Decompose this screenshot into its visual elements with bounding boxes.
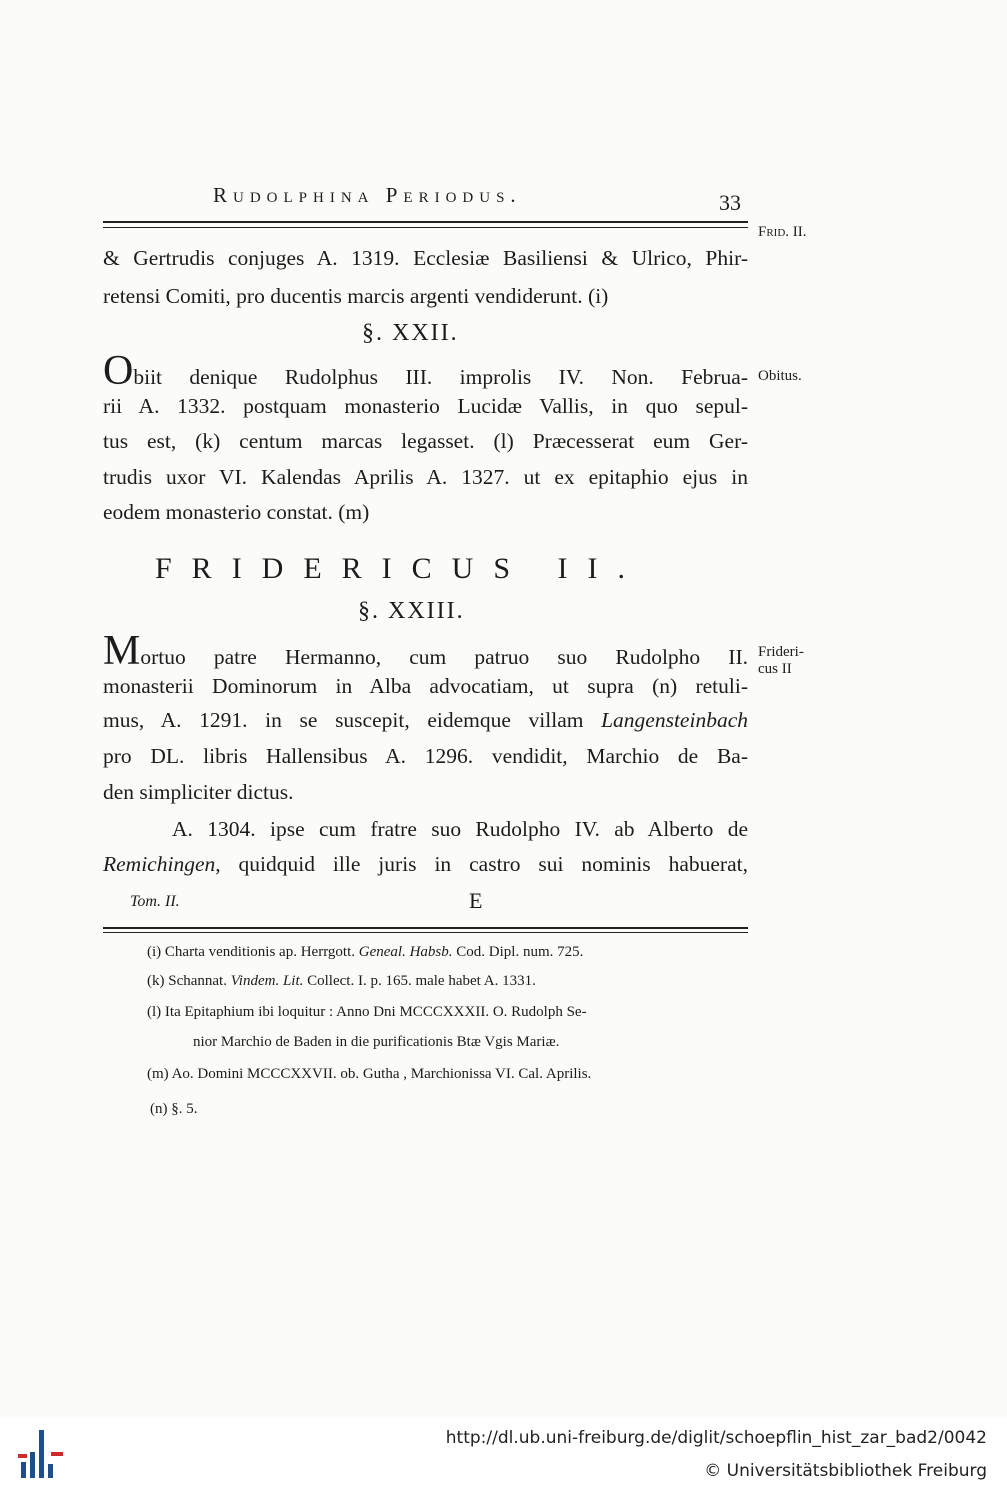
text-line: den simpliciter dictus. <box>103 780 294 804</box>
chapter-title: FRIDERICUS II. <box>155 552 646 585</box>
section-heading-22: §. XXII. <box>362 320 459 346</box>
drop-cap: M <box>103 628 141 674</box>
text-line: monasterii Dominorum in Alba advocatiam, ut supra (n) retuli- <box>103 674 748 698</box>
footer-bar <box>0 1418 1007 1489</box>
text-line: rii A. 1332. postquam monasterio Lucidæ Vallis, in quo sepul- <box>103 394 748 418</box>
margin-note-obitus: Obitus. <box>758 368 802 384</box>
text-line: Remichingen, quidquid ille juris in castro sui nominis habuerat, <box>103 852 748 876</box>
margin-note-frid: Frid. II. <box>758 224 807 240</box>
footnote-rule <box>103 927 748 929</box>
footnote-m: (m) Ao. Domini MCCCXXVII. ob. Gutha , Marchionissa VI. Cal. Aprilis. <box>147 1066 592 1082</box>
text-line: mus, A. 1291. in se suscepit, eidemque villam Langensteinbach <box>103 708 748 732</box>
text-line: eodem monasterio constat. (m) <box>103 500 370 524</box>
copyright-notice: © Universitätsbibliothek Freiburg <box>704 1461 987 1481</box>
ub-freiburg-logo <box>18 1430 68 1478</box>
text-line: & Gertrudis conjuges A. 1319. Ecclesiæ Basiliensi & Ulrico, Phir- <box>103 246 748 270</box>
signature-mark: E <box>469 888 483 913</box>
header-rule-thin <box>103 227 748 228</box>
text-line: Obiit denique Rudolphus III. improlis IV. Non. Februa- <box>103 348 748 394</box>
text-line: pro DL. libris Hallensibus A. 1296. vendidit, Marchio de Ba- <box>103 744 748 768</box>
header-rule <box>103 221 748 223</box>
running-head: Rudolphina Periodus. <box>213 183 522 207</box>
footnote-l-cont: nior Marchio de Baden in die purificationis Btæ Vgis Mariæ. <box>193 1034 560 1050</box>
text-line: trudis uxor VI. Kalendas Aprilis A. 1327. ut ex epitaphio ejus in <box>103 465 748 489</box>
text-line: A. 1304. ipse cum fratre suo Rudolpho IV. ab Alberto de <box>172 817 748 841</box>
drop-cap: O <box>103 348 134 394</box>
footnote-i: (i) Charta venditionis ap. Herrgott. Geneal. Habsb. Cod. Dipl. num. 725. <box>147 944 584 960</box>
footnote-n: (n) §. 5. <box>150 1101 198 1117</box>
page-number: 33 <box>719 190 741 215</box>
signature-tom: Tom. II. <box>130 893 180 910</box>
margin-note-fridericus-1: Frideri- <box>758 644 804 660</box>
text-line: Mortuo patre Hermanno, cum patruo suo Rudolpho II. <box>103 628 748 674</box>
footnote-l: (l) Ita Epitaphium ibi loquitur : Anno Dni MCCCXXXII. O. Rudolph Se- <box>147 1004 587 1020</box>
footnote-k: (k) Schannat. Vindem. Lit. Collect. I. p. 165. male habet A. 1331. <box>147 973 536 989</box>
permalink-url[interactable]: http://dl.ub.uni-freiburg.de/diglit/schoepflin_hist_zar_bad2/0042 <box>445 1428 987 1448</box>
text-line: retensi Comiti, pro ducentis marcis argenti vendiderunt. (i) <box>103 284 609 308</box>
text-line: tus est, (k) centum marcas legasset. (l) Præcesserat eum Ger- <box>103 429 748 453</box>
section-heading-23: §. XXIII. <box>358 598 465 624</box>
footnote-rule-thin <box>103 932 748 933</box>
margin-note-fridericus-2: cus II <box>758 661 792 677</box>
